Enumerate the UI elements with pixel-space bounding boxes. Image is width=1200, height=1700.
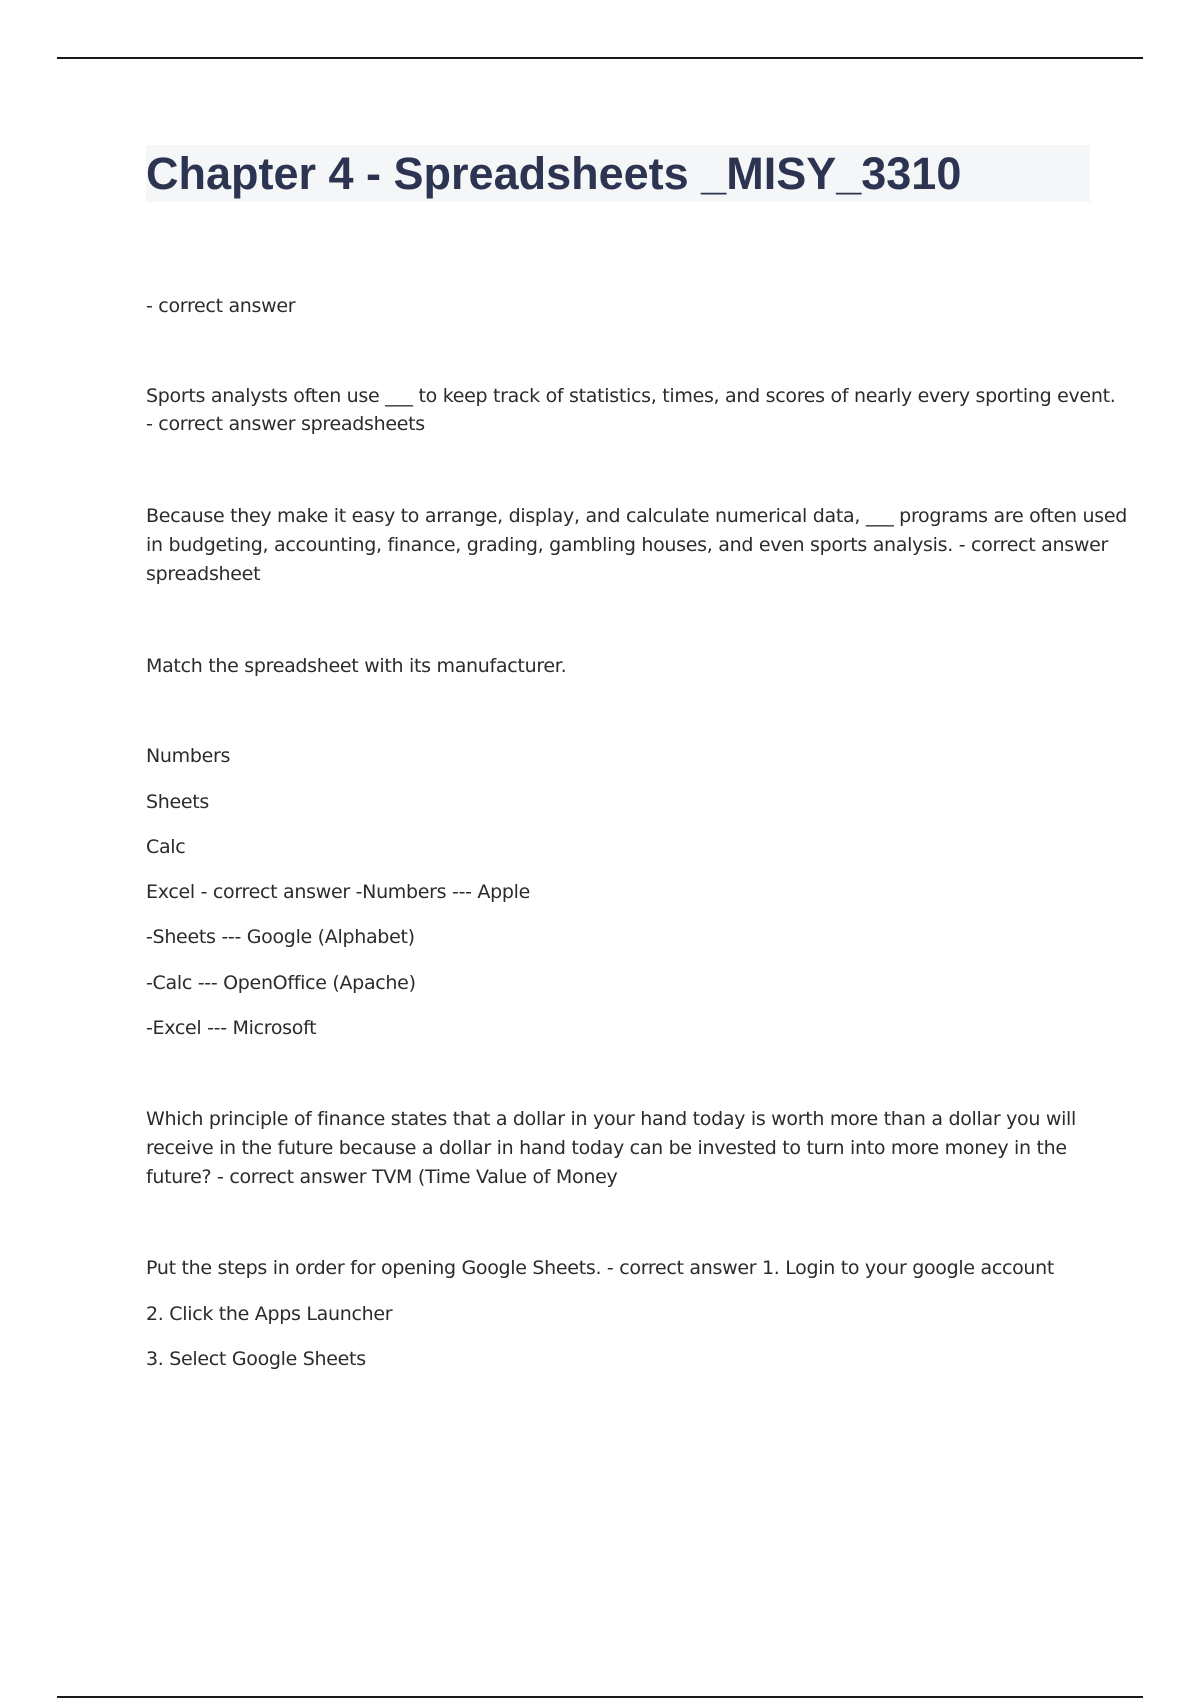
- question-line: Put the steps in order for opening Google Sheets. - correct answer 1. Login to your google account: [146, 1257, 1055, 1279]
- list-item: Numbers: [146, 745, 231, 767]
- question-line: Which principle of finance states that a dollar in your hand today is worth more than a dollar you will: [146, 1108, 1077, 1130]
- list-item: 3. Select Google Sheets: [146, 1348, 366, 1370]
- list-item: Calc: [146, 836, 186, 858]
- answer-line: - correct answer: [146, 295, 296, 317]
- list-item: -Calc --- OpenOffice (Apache): [146, 972, 416, 994]
- list-item: 2. Click the Apps Launcher: [146, 1303, 393, 1325]
- list-item: -Excel --- Microsoft: [146, 1017, 317, 1039]
- answer-line: future? - correct answer TVM (Time Value of Money: [146, 1166, 618, 1188]
- list-item: -Sheets --- Google (Alphabet): [146, 926, 415, 948]
- answer-line: - correct answer spreadsheets: [146, 413, 425, 435]
- question-line: Because they make it easy to arrange, display, and calculate numerical data, ___ programs are often used: [146, 505, 1127, 527]
- list-item: Sheets: [146, 791, 210, 813]
- title-banner: [146, 145, 1090, 202]
- answer-line: spreadsheet: [146, 563, 261, 585]
- page-title: Chapter 4 - Spreadsheets _MISY_3310: [146, 148, 962, 199]
- question-line: in budgeting, accounting, finance, grading, gambling houses, and even sports analysis. - correct answer: [146, 534, 1108, 556]
- footer-rule: [57, 1696, 1143, 1698]
- question-line: Sports analysts often use ___ to keep track of statistics, times, and scores of nearly every sporting event.: [146, 385, 1116, 407]
- question-line: Match the spreadsheet with its manufacturer.: [146, 655, 567, 677]
- header-rule: [57, 57, 1143, 59]
- question-line: receive in the future because a dollar in hand today can be invested to turn into more money in the: [146, 1137, 1067, 1159]
- list-item: Excel - correct answer -Numbers --- Apple: [146, 881, 531, 903]
